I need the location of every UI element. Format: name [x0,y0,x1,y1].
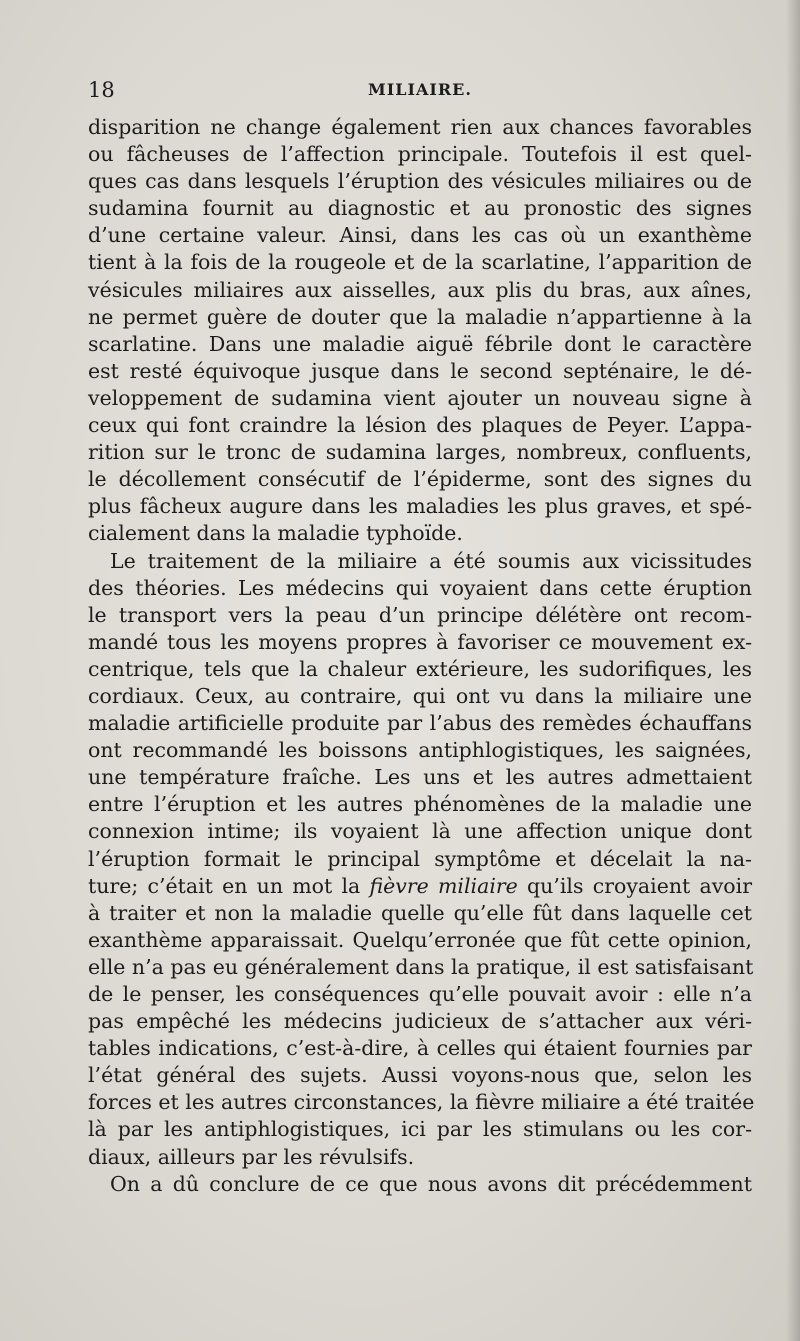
text-line: cordiaux. Ceux, au contraire, qui ont vu dans la miliaire une [88,683,752,708]
paragraph-first-line: Le traitement de la miliaire a été soumis aux vicissitudes [110,548,752,573]
text-line: ceux qui font craindre la lésion des plaques de Peyer. L’appa- [88,413,752,438]
text-line: de le penser, les conséquences qu’elle pouvait avoir : elle n’a [88,982,752,1006]
text-line: là par les antiphlogistiques, ici par les stimulans ou les cor- [88,1117,752,1142]
text-segment: qu’ils croyaient avoir [517,873,752,898]
text-line: veloppement de sudamina vient ajouter un nouveau signe à [88,385,752,410]
text-line: centrique, tels que la chaleur extérieure, les sudorifiques, les [88,656,752,681]
running-title: MILIAIRE. [368,80,472,99]
text-line: maladie artificielle produite par l’abus des remèdes échauffans [88,711,752,736]
text-segment: ture; c’était en un mot la [88,873,370,898]
paragraph-last-line: cialement dans la maladie typhoïde. [88,521,463,546]
text-line: entre l’éruption et les autres phénomènes de la maladie une [88,792,752,817]
text-line: plus fâcheux augure dans les maladies les plus graves, et spé- [88,494,752,519]
text-line: ques cas dans lesquels l’éruption des vésicules miliaires ou de [88,169,752,194]
text-line: exanthème apparaissait. Quelqu’erronée que fût cette opinion, [88,927,752,952]
text-line: ou fâcheuses de l’affection principale. Toutefois il est quel- [88,142,752,167]
text-line: elle n’a pas eu généralement dans la pratique, il est satisfaisant [88,954,754,979]
page-number: 18 [88,78,115,102]
text-line-with-italic [88,873,752,900]
text-line: scarlatine. Dans une maladie aiguë fébrile dont le caractère [88,331,752,356]
body-text [88,114,755,1198]
text-line: d’une certaine valeur. Ainsi, dans les cas où un exanthème [88,223,752,248]
text-line: des théories. Les médecins qui voyaient dans cette éruption [88,575,752,600]
text-line: tables indications, c’est-à-dire, à celles qui étaient fournies par [88,1036,752,1061]
text-line: connexion intime; ils voyaient là une affection unique dont [88,819,752,844]
text-line: forces et les autres circonstances, la fièvre miliaire a été traitée [88,1090,755,1115]
page-edge-shadow [786,0,800,1341]
text-line: est resté équivoque jusque dans le second septénaire, le dé- [88,358,752,383]
text-line: disparition ne change également rien aux chances favorables [88,115,752,139]
text-line: le transport vers la peau d’un principe délétère ont recom- [88,602,752,627]
paragraph-last-line: diaux, ailleurs par les révulsifs. [88,1144,415,1169]
text-line: une température fraîche. Les uns et les autres admettaient [88,765,752,790]
text-line: vésicules miliaires aux aisselles, aux plis du bras, aux aînes, [88,277,752,302]
text-line: sudamina fournit au diagnostic et au pronostic des signes [88,196,752,221]
italic-term: fièvre miliaire [369,873,518,898]
text-line: mandé tous les moyens propres à favoriser ce mouvement ex- [88,629,752,654]
page-header [88,78,752,108]
text-line: ont recommandé les boissons antiphlogistiques, les saignées, [88,738,752,763]
text-line: le décollement consécutif de l’épiderme, sont des signes du [88,467,752,492]
text-line: l’éruption formait le principal symptôme et décelait la na- [88,846,752,871]
paragraph-first-line: On a dû conclure de ce que nous avons dit précédemment [110,1171,752,1196]
text-line: l’état général des sujets. Aussi voyons-nous que, selon les [88,1063,752,1088]
text-line: à traiter et non la maladie quelle qu’elle fût dans laquelle cet [88,900,752,925]
text-line: tient à la fois de la rougeole et de la scarlatine, l’apparition de [88,250,752,275]
text-line: rition sur le tronc de sudamina larges, nombreux, confluents, [88,440,752,465]
text-line: pas empêché les médecins judicieux de s’attacher aux véri- [88,1009,752,1034]
text-line: ne permet guère de douter que la maladie n’appartienne à la [88,304,752,329]
